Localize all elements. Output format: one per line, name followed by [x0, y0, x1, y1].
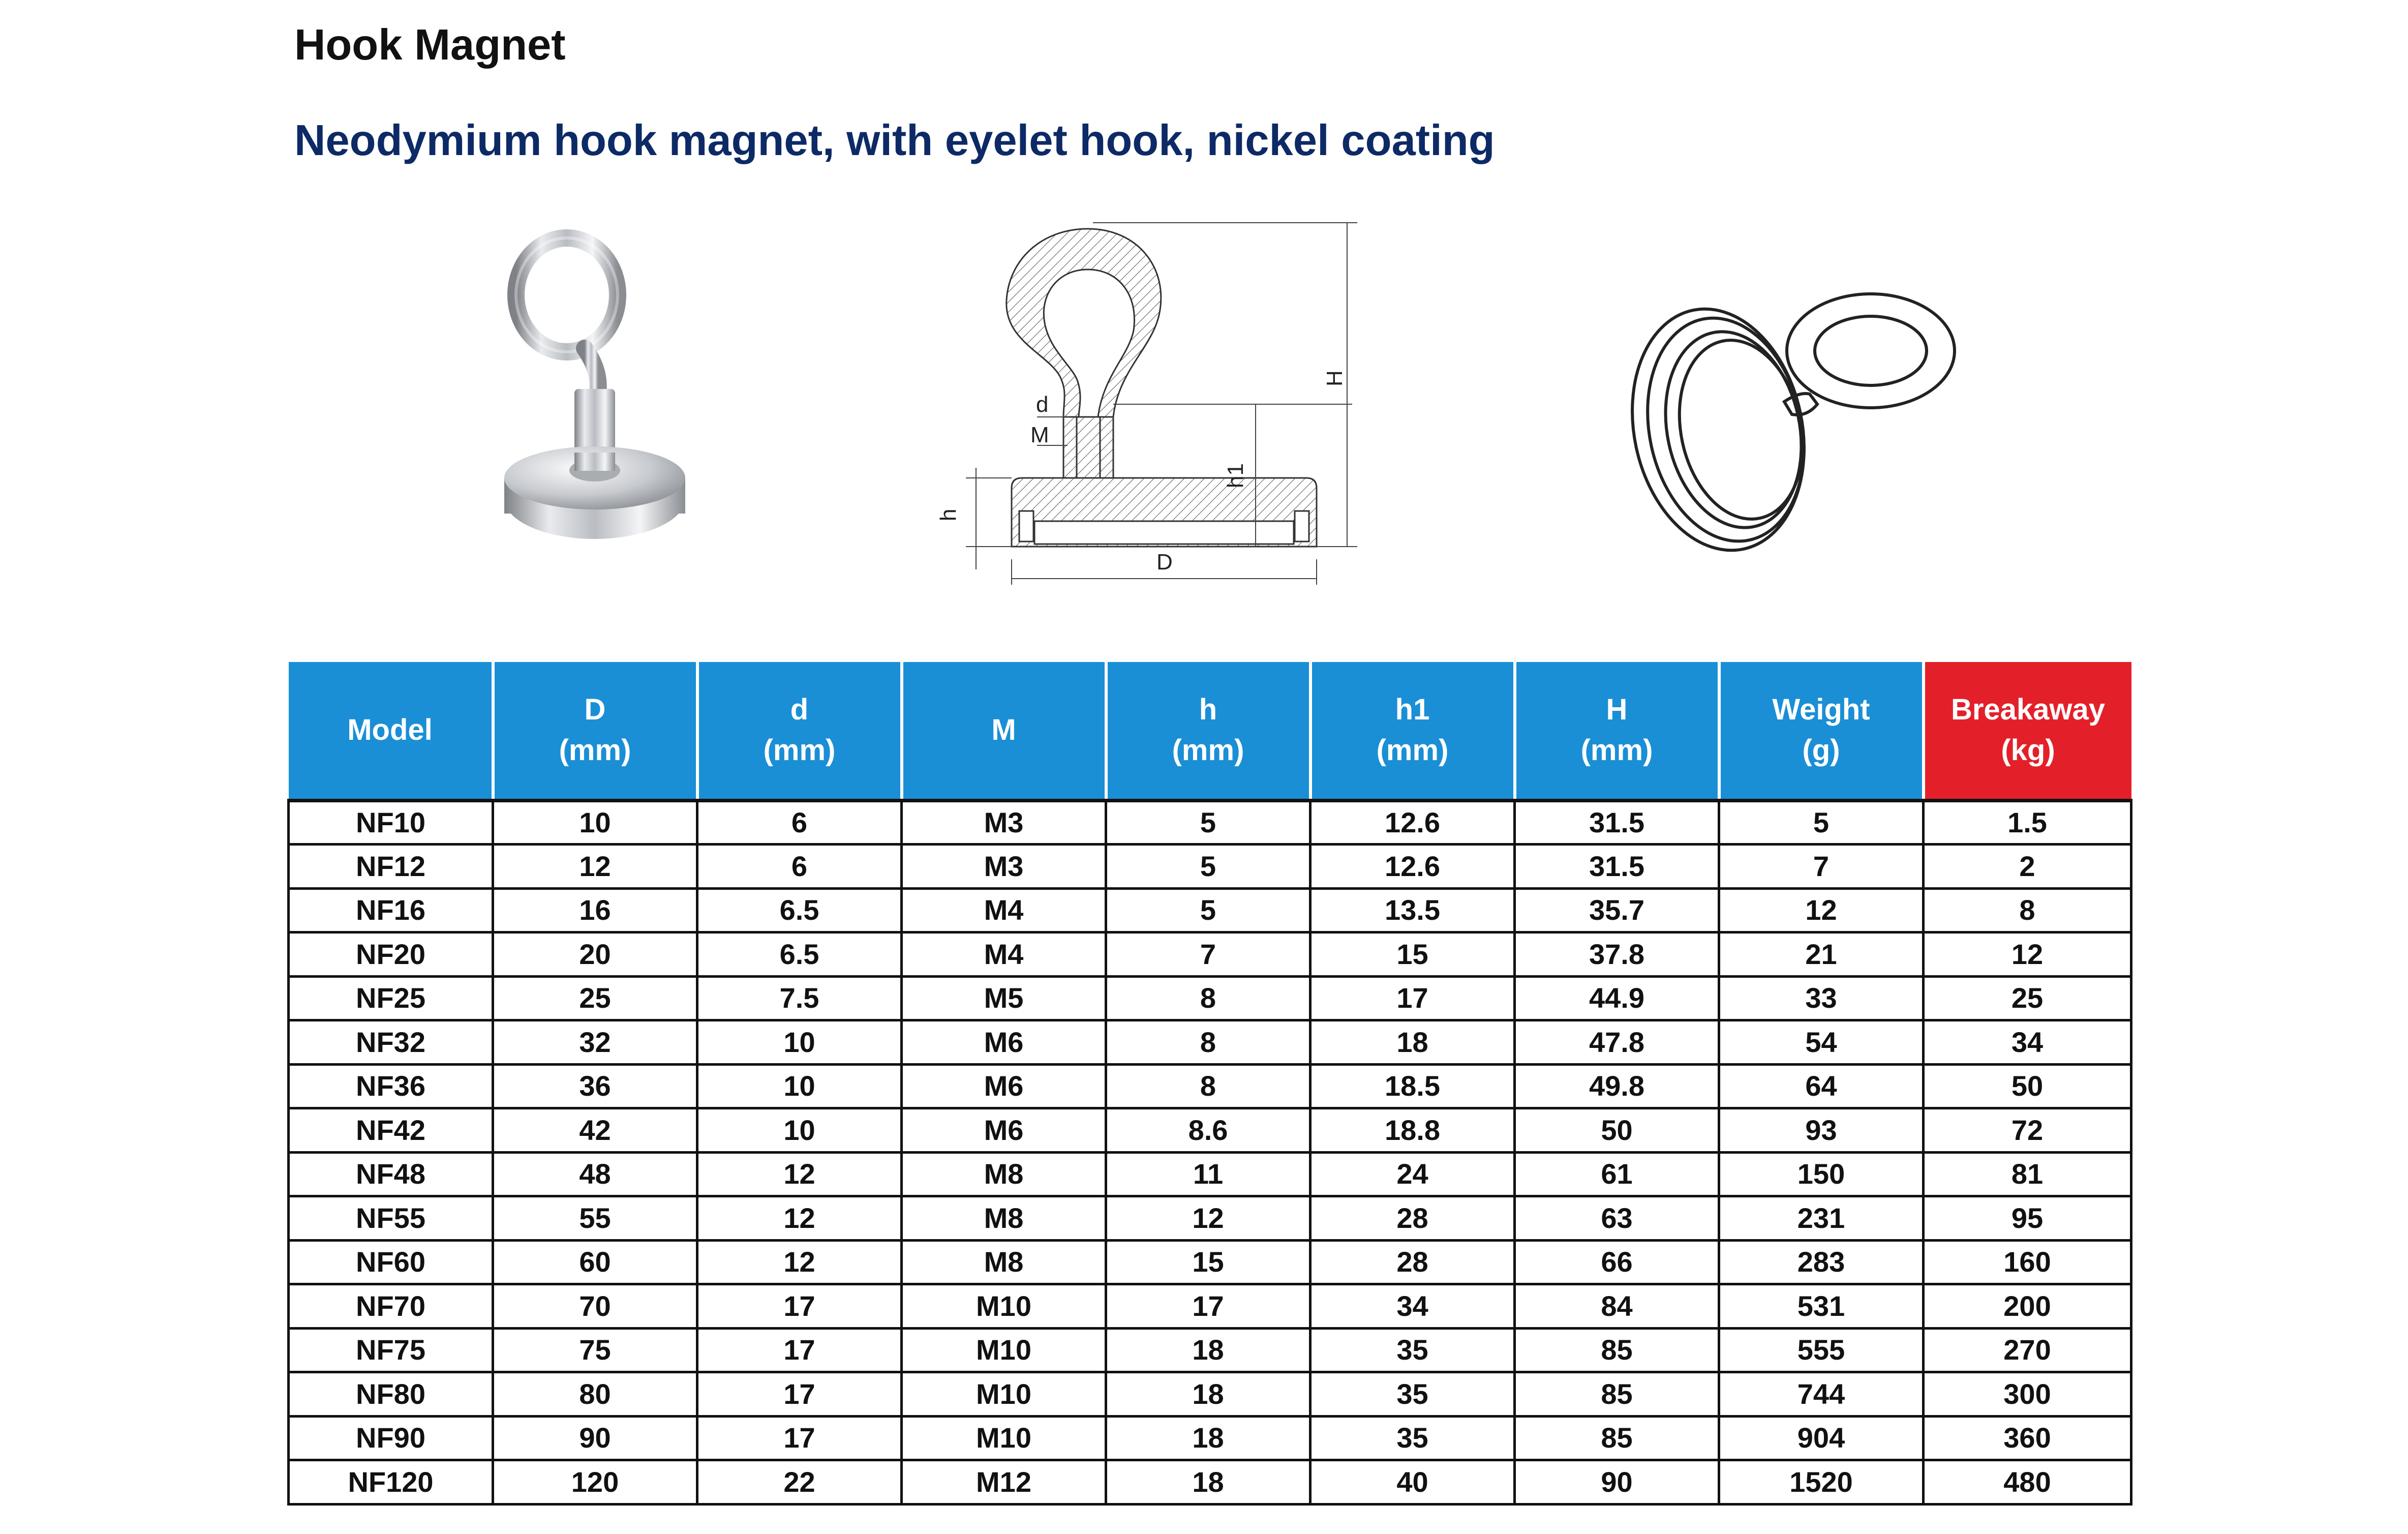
- table-cell: 8: [1106, 1020, 1310, 1065]
- table-cell: 64: [1719, 1064, 1924, 1108]
- dim-label-d: d: [1036, 392, 1049, 417]
- model-cell: NF75: [289, 1328, 493, 1372]
- table-cell: M6: [902, 1064, 1106, 1108]
- table-row: [289, 1064, 2131, 1108]
- table-cell: 44.9: [1515, 976, 1719, 1020]
- table-cell: 11: [1106, 1152, 1310, 1196]
- model-cell: NF16: [289, 888, 493, 933]
- table-cell: 18.8: [1310, 1108, 1515, 1153]
- table-cell: 270: [1924, 1328, 2131, 1372]
- table-cell: 54: [1719, 1020, 1924, 1065]
- table-cell: M8: [902, 1152, 1106, 1196]
- table-cell: 231: [1719, 1196, 1924, 1241]
- model-cell: NF12: [289, 845, 493, 889]
- table-cell: 480: [1924, 1460, 2131, 1505]
- column-header-weight: Weight (g): [1719, 662, 1924, 800]
- table-cell: 17: [697, 1328, 902, 1372]
- table-cell: 35: [1310, 1416, 1515, 1460]
- model-cell: NF90: [289, 1416, 493, 1460]
- table-cell: 49.8: [1515, 1064, 1719, 1108]
- table-cell: 17: [1310, 976, 1515, 1020]
- table-cell: 34: [1310, 1284, 1515, 1329]
- table-row: [289, 888, 2131, 933]
- model-cell: NF20: [289, 933, 493, 977]
- model-cell: NF42: [289, 1108, 493, 1153]
- dim-label-M: M: [1030, 423, 1049, 447]
- model-cell: NF10: [289, 800, 493, 845]
- model-cell: NF25: [289, 976, 493, 1020]
- table-cell: 10: [493, 800, 697, 845]
- table-cell: 42: [493, 1108, 697, 1153]
- table-cell: 12: [697, 1152, 902, 1196]
- table-cell: 34: [1924, 1020, 2131, 1065]
- table-cell: 200: [1924, 1284, 2131, 1329]
- model-cell: NF60: [289, 1240, 493, 1284]
- table-row: [289, 1416, 2131, 1460]
- dim-label-H: H: [1322, 370, 1347, 386]
- table-cell: 60: [493, 1240, 697, 1284]
- table-cell: 48: [493, 1152, 697, 1196]
- column-header-total-height: H (mm): [1515, 662, 1719, 800]
- table-cell: 10: [697, 1108, 902, 1153]
- table-cell: 18: [1106, 1328, 1310, 1372]
- table-cell: 17: [697, 1372, 902, 1417]
- table-cell: 35: [1310, 1372, 1515, 1417]
- table-cell: M3: [902, 800, 1106, 845]
- table-cell: 8: [1106, 976, 1310, 1020]
- table-cell: M6: [902, 1020, 1106, 1065]
- outline-sketch: [1617, 285, 1962, 559]
- table-cell: 85: [1515, 1416, 1719, 1460]
- table-cell: 47.8: [1515, 1020, 1719, 1065]
- table-cell: M4: [902, 888, 1106, 933]
- table-cell: M8: [902, 1196, 1106, 1241]
- column-header-d-inner: d (mm): [697, 662, 902, 800]
- table-cell: 12: [493, 845, 697, 889]
- table-cell: 31.5: [1515, 845, 1719, 889]
- table-row: [289, 1372, 2131, 1417]
- table-cell: M6: [902, 1108, 1106, 1153]
- table-cell: M10: [902, 1416, 1106, 1460]
- product-photo: [478, 214, 691, 569]
- table-cell: 13.5: [1310, 888, 1515, 933]
- table-cell: 81: [1924, 1152, 2131, 1196]
- table-cell: 6.5: [697, 888, 902, 933]
- table-cell: 5: [1106, 888, 1310, 933]
- table-cell: M3: [902, 845, 1106, 889]
- spec-table: [287, 662, 2132, 1506]
- model-cell: NF48: [289, 1152, 493, 1196]
- table-cell: 50: [1924, 1064, 2131, 1108]
- table-cell: 5: [1106, 845, 1310, 889]
- table-row: [289, 1284, 2131, 1329]
- table-cell: 12: [1719, 888, 1924, 933]
- table-cell: M10: [902, 1372, 1106, 1417]
- table-cell: 95: [1924, 1196, 2131, 1241]
- table-cell: 85: [1515, 1372, 1719, 1417]
- cross-section-diagram: [936, 214, 1393, 615]
- table-cell: 37.8: [1515, 933, 1719, 977]
- table-cell: 17: [697, 1284, 902, 1329]
- column-header-thread: M: [902, 662, 1106, 800]
- table-cell: 8.6: [1106, 1108, 1310, 1153]
- table-cell: 904: [1719, 1416, 1924, 1460]
- model-cell: NF55: [289, 1196, 493, 1241]
- table-cell: 12: [1924, 933, 2131, 977]
- table-row: [289, 1460, 2131, 1505]
- table-cell: 25: [1924, 976, 2131, 1020]
- table-row: [289, 1240, 2131, 1284]
- table-cell: 6.5: [697, 933, 902, 977]
- table-cell: 22: [697, 1460, 902, 1505]
- column-header-h1: h1 (mm): [1310, 662, 1515, 800]
- table-cell: 6: [697, 845, 902, 889]
- table-cell: 17: [1106, 1284, 1310, 1329]
- table-cell: 10: [697, 1020, 902, 1065]
- table-cell: M10: [902, 1328, 1106, 1372]
- table-cell: 84: [1515, 1284, 1719, 1329]
- table-cell: 18: [1106, 1416, 1310, 1460]
- table-cell: 55: [493, 1196, 697, 1241]
- model-cell: NF120: [289, 1460, 493, 1505]
- table-row: [289, 800, 2131, 845]
- table-cell: 15: [1310, 933, 1515, 977]
- table-cell: 7: [1719, 845, 1924, 889]
- table-cell: 1520: [1719, 1460, 1924, 1505]
- table-cell: 80: [493, 1372, 697, 1417]
- table-cell: 555: [1719, 1328, 1924, 1372]
- table-cell: 66: [1515, 1240, 1719, 1284]
- table-cell: 20: [493, 933, 697, 977]
- table-cell: 15: [1106, 1240, 1310, 1284]
- table-cell: 12: [1106, 1196, 1310, 1241]
- table-row: [289, 1020, 2131, 1065]
- table-cell: 90: [493, 1416, 697, 1460]
- table-cell: 36: [493, 1064, 697, 1108]
- table-cell: M4: [902, 933, 1106, 977]
- model-cell: NF80: [289, 1372, 493, 1417]
- table-cell: 18: [1310, 1020, 1515, 1065]
- table-cell: 17: [697, 1416, 902, 1460]
- model-cell: NF36: [289, 1064, 493, 1108]
- table-cell: 85: [1515, 1328, 1719, 1372]
- table-cell: 120: [493, 1460, 697, 1505]
- column-header-breakaway: Breakaway (kg): [1924, 662, 2131, 800]
- table-cell: 18: [1106, 1372, 1310, 1417]
- table-cell: 70: [493, 1284, 697, 1329]
- table-cell: 63: [1515, 1196, 1719, 1241]
- table-cell: 35: [1310, 1328, 1515, 1372]
- table-cell: 12.6: [1310, 845, 1515, 889]
- dim-label-D: D: [1156, 550, 1173, 575]
- table-cell: 33: [1719, 976, 1924, 1020]
- table-cell: 24: [1310, 1152, 1515, 1196]
- table-cell: 72: [1924, 1108, 2131, 1153]
- table-cell: 40: [1310, 1460, 1515, 1505]
- table-cell: M5: [902, 976, 1106, 1020]
- table-row: [289, 1328, 2131, 1372]
- table-cell: M8: [902, 1240, 1106, 1284]
- table-row: [289, 1196, 2131, 1241]
- table-cell: 21: [1719, 933, 1924, 977]
- dim-label-h1: h1: [1223, 463, 1248, 488]
- page-title: Hook Magnet: [294, 21, 566, 69]
- table-cell: 7.5: [697, 976, 902, 1020]
- table-row: [289, 845, 2131, 889]
- table-cell: 28: [1310, 1196, 1515, 1241]
- table-cell: 8: [1924, 888, 2131, 933]
- table-cell: 10: [697, 1064, 902, 1108]
- model-cell: NF32: [289, 1020, 493, 1065]
- table-cell: 12.6: [1310, 800, 1515, 845]
- table-cell: 50: [1515, 1108, 1719, 1153]
- table-cell: 18: [1106, 1460, 1310, 1505]
- table-cell: 283: [1719, 1240, 1924, 1284]
- perspective-outline-illustration: [1617, 285, 1962, 559]
- table-cell: 5: [1719, 800, 1924, 845]
- table-cell: 1.5: [1924, 800, 2131, 845]
- table-cell: 61: [1515, 1152, 1719, 1196]
- table-row: [289, 976, 2131, 1020]
- table-cell: 18.5: [1310, 1064, 1515, 1108]
- table-cell: 32: [493, 1020, 697, 1065]
- table-cell: 531: [1719, 1284, 1924, 1329]
- table-cell: 160: [1924, 1240, 2131, 1284]
- hook-magnet-photo-illustration: [478, 214, 691, 569]
- table-cell: 2: [1924, 845, 2131, 889]
- table-cell: 93: [1719, 1108, 1924, 1153]
- table-row: [289, 1152, 2131, 1196]
- model-cell: NF70: [289, 1284, 493, 1329]
- table-cell: 360: [1924, 1416, 2131, 1460]
- page-subtitle: Neodymium hook magnet, with eyelet hook, nickel coating: [294, 116, 1495, 165]
- table-cell: 5: [1106, 800, 1310, 845]
- table-cell: 7: [1106, 933, 1310, 977]
- table-cell: 300: [1924, 1372, 2131, 1417]
- column-header-model: Model: [289, 662, 493, 800]
- column-header-d-outer: D (mm): [493, 662, 697, 800]
- table-cell: 35.7: [1515, 888, 1719, 933]
- table-cell: 12: [697, 1240, 902, 1284]
- table-cell: 8: [1106, 1064, 1310, 1108]
- dim-label-h: h: [936, 508, 961, 521]
- table-cell: 6: [697, 800, 902, 845]
- table-cell: 31.5: [1515, 800, 1719, 845]
- table-cell: 28: [1310, 1240, 1515, 1284]
- table-cell: 75: [493, 1328, 697, 1372]
- table-row: [289, 1108, 2131, 1153]
- table-cell: 12: [697, 1196, 902, 1241]
- table-cell: 25: [493, 976, 697, 1020]
- table-cell: M10: [902, 1284, 1106, 1329]
- table-cell: 16: [493, 888, 697, 933]
- table-row: [289, 933, 2131, 977]
- table-header-row: [289, 662, 2131, 800]
- table-cell: 744: [1719, 1372, 1924, 1417]
- column-header-h: h (mm): [1106, 662, 1310, 800]
- table-cell: M12: [902, 1460, 1106, 1505]
- table-cell: 150: [1719, 1152, 1924, 1196]
- table-cell: 90: [1515, 1460, 1719, 1505]
- table-body: [289, 800, 2131, 1504]
- technical-drawing: [936, 214, 1393, 615]
